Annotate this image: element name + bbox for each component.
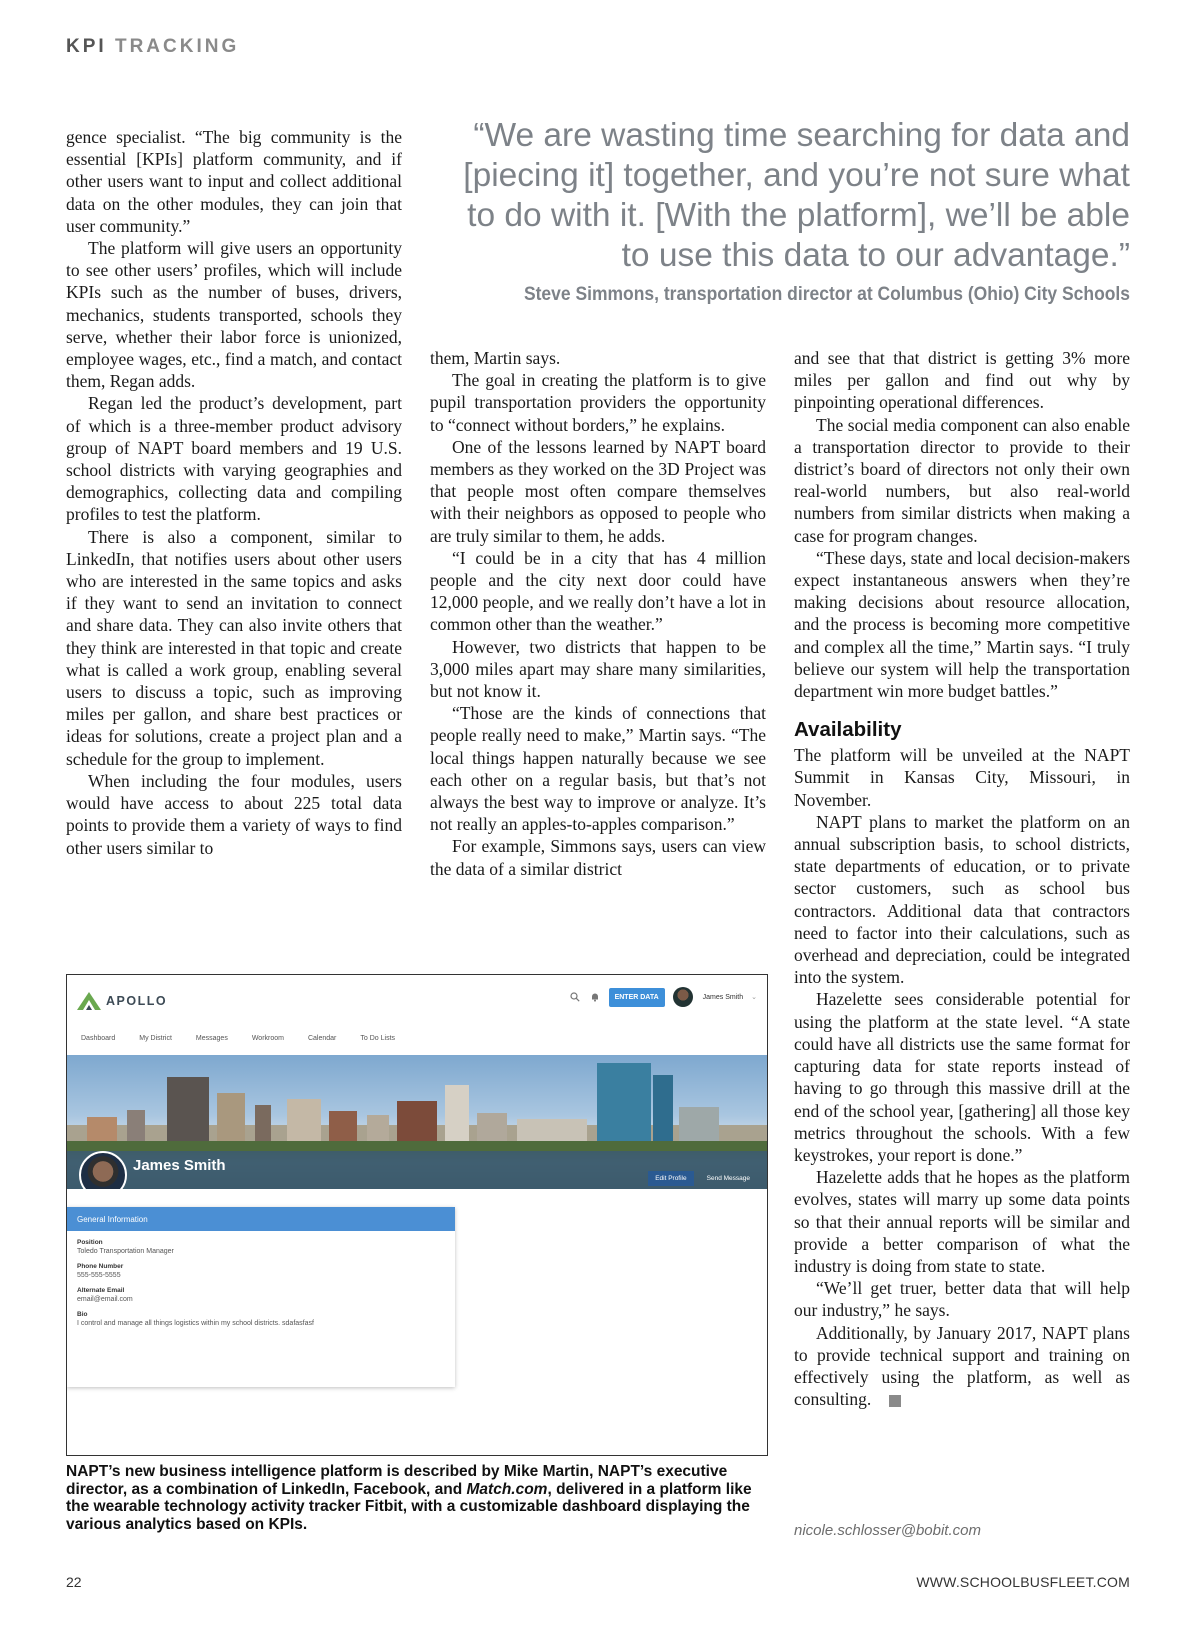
nav-calendar[interactable]: Calendar (307, 1034, 337, 1042)
edit-profile-button[interactable]: Edit Profile (648, 1171, 693, 1186)
article-column-3 (794, 347, 1130, 1410)
pull-quote-attribution: Steve Simmons, transportation director at Columbus (Ohio) City Schools (523, 284, 1130, 305)
user-avatar[interactable] (673, 987, 693, 1007)
paragraph: The social media component can also enable a transportation director to provide to their district’s board of directors not only their own real-world numbers, but also real-world numbers from similar districts when making a case for program changes. (794, 414, 1130, 546)
bell-icon[interactable] (589, 991, 601, 1003)
caption-part-1: NAPT’s new business intelligence platform is described by Mike Martin, NAPT’s executive director, as a combination of LinkedIn, Facebook, and (66, 1463, 728, 1498)
paragraph: NAPT plans to market the platform on an annual subscription basis, to school districts, state departments of education, or to private sector customers, such as school bus contractors. Additional data that contractors need to factor into their calculations, such as overhead and depreciation, could be integrated into the system. (794, 811, 1130, 988)
nav-to-do-lists[interactable]: To Do Lists (360, 1034, 396, 1042)
search-icon[interactable] (569, 991, 581, 1003)
paragraph: Hazelette adds that he hopes as the platform evolves, states will marry up some data points so that their annual reports will be similar and provide a better comparison of what the industry is doing from state to state. (794, 1167, 1130, 1276)
website-url[interactable]: WWW.SCHOOLBUSFLEET.COM (916, 1574, 1130, 1590)
paragraph: The platform will be unveiled at the NAPT Summit in Kansas City, Missouri, in November. (794, 745, 1130, 810)
paragraph: Hazelette sees considerable potential for using the platform at the state level. “A state could have all districts use the same format for capturing data for state reports instead of having to go through this massive drill at the end of the school year, [gathering] all those key metrics throughout the schools. With a few keystrokes, your report is done.” (794, 989, 1130, 1165)
section-label (66, 36, 239, 58)
nav-workroom[interactable]: Workroom (251, 1034, 284, 1042)
page-number: 22 (66, 1574, 82, 1590)
field-value: email@email.com (77, 1296, 133, 1303)
field-label: Position (77, 1239, 103, 1246)
apollo-logo-icon (75, 990, 103, 1012)
app-topbar (67, 975, 767, 1027)
section-label-kpi: KPI (66, 36, 107, 57)
paragraph: The goal in creating the platform is to give pupil transportation providers the opportunity to “connect without borders,” he explains. (430, 370, 766, 435)
article-column-1 (66, 126, 402, 859)
field-value: Toledo Transportation Manager (77, 1248, 174, 1255)
caption-part-2: , delivered in a platform like the wearable technology activity tracker Fitbit, with a customizable dashboard displaying the various analytics based on KPIs. (66, 1480, 752, 1533)
alternate-email-field (67, 1279, 455, 1303)
caption-italic: Match.com (466, 1480, 548, 1498)
paragraph: gence specialist. “The big community is the essential [KPIs] platform community, and if other users want to input and collect additional data on the other modules, they can join that user community.” (66, 127, 402, 236)
send-message-button[interactable]: Send Message (706, 1175, 750, 1182)
profile-name: James Smith (133, 1157, 226, 1174)
figure-caption (66, 1463, 766, 1533)
nav-my-district[interactable]: My District (139, 1034, 172, 1042)
user-name[interactable]: James Smith (702, 993, 744, 1001)
paragraph: “We’ll get truer, better data that will help our industry,” he says. (794, 1278, 1130, 1321)
nav-dashboard[interactable]: Dashboard (81, 1034, 116, 1042)
bio-field (67, 1303, 455, 1327)
paragraph: and see that that district is getting 3% more miles per gallon and find out why by pinpointing operational differences. (794, 348, 1130, 413)
apollo-logo-text: APOLLO (106, 994, 168, 1008)
subhead-availability: Availability (794, 718, 902, 742)
paragraph: “I could be in a city that has 4 million people and the city next door could have 12,000 people, and we really don’t have a lot in common other than the weather.” (430, 547, 766, 635)
article-column-2 (430, 347, 766, 880)
paragraph: Regan led the product’s development, part of which is a three-member product advisory group of NAPT board members and 19 U.S. school districts with varying geographies and demographics, collecting data and compiling profiles to test the platform. (66, 393, 402, 525)
platform-screenshot-figure (66, 974, 768, 1456)
paragraph: them, Martin says. (430, 348, 561, 368)
end-of-story-mark (889, 1395, 901, 1407)
field-label: Alternate Email (77, 1287, 125, 1294)
paragraph: When including the four modules, users would have access to about 225 total data points to provide them a variety of ways to find other users similar to (66, 770, 402, 858)
general-information-header: General Information (67, 1207, 455, 1231)
paragraph: For example, Simmons says, users can view the data of a similar district (430, 836, 766, 879)
position-field (67, 1231, 455, 1255)
paragraph: The platform will give users an opportunity to see other users’ profiles, which will include KPIs such as the number of buses, drivers, mechanics, students transported, schools they serve, whether their labor force is unionized, employee wages, etc., find a match, and contact them, Regan adds. (66, 238, 402, 392)
paragraph: However, two districts that happen to be 3,000 miles apart may share many similarities, but not know it. (430, 636, 766, 702)
profile-actions (648, 1171, 757, 1186)
byline-email[interactable]: nicole.schlosser@bobit.com (794, 1522, 981, 1539)
field-value: I control and manage all things logistics within my school districts. sdafasfasf (77, 1320, 314, 1327)
paragraph: “Those are the kinds of connections that people really need to make,” Martin says. “The local things happen naturally because we see each other on a regular basis, but that’s not always the best way to improve or analyze. It’s not really an apples-to-apples comparison.” (430, 703, 766, 835)
app-topbar-actions (569, 987, 757, 1007)
field-label: Phone Number (77, 1263, 124, 1270)
general-information-panel (67, 1207, 455, 1387)
pull-quote: “We are wasting time searching for data and [piecing it] together, and you’re not sure what to do with it. [With the platform], we’ll be able to use this data to our advantage.” (463, 117, 1130, 274)
section-label-tracking: TRACKING (114, 36, 240, 57)
paragraph-final (794, 1322, 1130, 1411)
field-value: 555-555-5555 (77, 1272, 121, 1279)
field-label: Bio (77, 1311, 88, 1318)
phone-number-field (67, 1255, 455, 1279)
paragraph-final-text: Additionally, by January 2017, NAPT plans to provide technical support and training on effectively using the platform, as well as consulting. (794, 1322, 1130, 1410)
enter-data-button[interactable]: ENTER DATA (609, 988, 665, 1007)
chevron-down-icon[interactable]: ⌄ (751, 994, 757, 1001)
app-nav (81, 1027, 767, 1049)
paragraph: One of the lessons learned by NAPT board members as they worked on the 3D Project was that people most often compare themselves with their neighbors as opposed to people who are truly similar to them, he adds. (430, 436, 766, 546)
apollo-logo[interactable] (75, 990, 167, 1012)
nav-messages[interactable]: Messages (195, 1034, 228, 1042)
paragraph: There is also a component, similar to LinkedIn, that notifies users about other users who are interested in the same topics and asks if they want to send an invitation to connect and share data. They can also invite others that they think are interested in that topic and create what is called a work group, enabling several users to discuss a topic, such as improving miles per gallon, and share best practices or ideas for solutions, create a project plan and a schedule for the group to implement. (66, 526, 402, 769)
profile-cover-photo (67, 1055, 767, 1189)
paragraph: “These days, state and local decision-makers expect instantaneous answers when they’re making decisions about resource allocation, and the process is becoming more competitive and complex all the time,” Martin says. “I truly believe our system will help the transportation department win more budget battles.” (794, 547, 1130, 702)
